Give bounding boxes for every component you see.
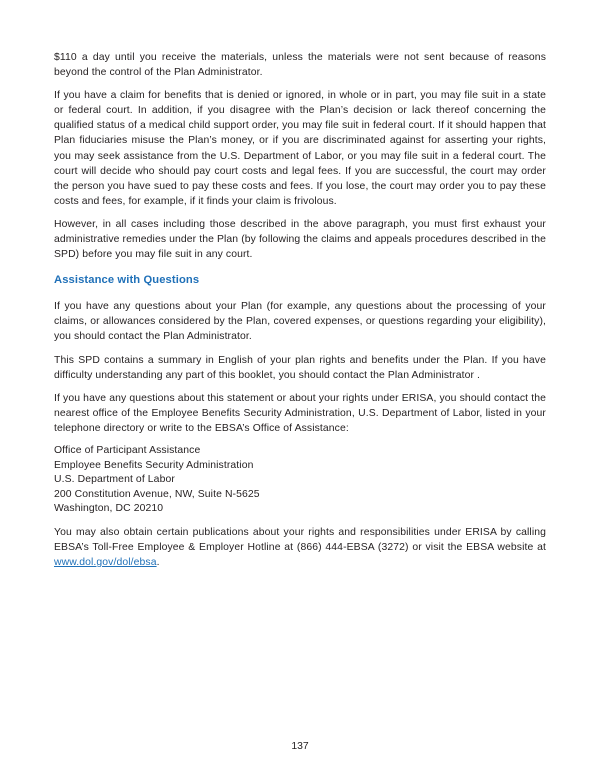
paragraph-exhaust-remedies: However, in all cases including those described in the above paragraph, you must first exhaust your administrative remedies under the Plan (by following the claims and appeals procedures described in the SPD) before you may file suit in any court. [54, 218, 546, 261]
address-line-department: U.S. Department of Labor [54, 474, 175, 486]
paragraph-ebsa-contact-intro: If you have any questions about this statement or about your rights under ERISA, you should contact the nearest office of the Employee Benefits Security Administration, U.S. Department of Labor, listed in your telephone directory or write to the EBSA’s Office of Assistance: [54, 392, 546, 434]
address-line-city-state-zip: Washington, DC 20210 [54, 503, 164, 515]
page-content [54, 50, 546, 570]
section-heading-assistance-with-questions: Assistance with Questions [54, 274, 200, 287]
paragraph-legal-action-rights: If you have a claim for benefits that is denied or ignored, in whole or in part, you may file suit in a state or federal court. In addition, if you disagree with the Plan’s decision or lack thereof concerning the qualified status of a medical child support order, you may file suit in federal court. If it should happen that Plan fiduciaries misuse the Plan’s money, or if you are discriminated against for asserting your rights, you may seek assistance from the U.S. Department of Labor, or you may file suit in a federal court. The court will decide who should pay court costs and legal fees. If you are successful, the court may order the person you have sued to pay these costs and fees. If you lose, the court may order you to pay these costs and fees, for example, if it finds your claim is frivolous. [54, 90, 546, 207]
paragraph-publications-text-after-link: . [156, 557, 160, 569]
address-line-street: 200 Constitution Avenue, NW, Suite N-5625 [54, 488, 260, 500]
page-number: 137 [291, 741, 309, 752]
ebsa-address-block [54, 444, 546, 517]
paragraph-publications-hotline [54, 525, 546, 570]
address-line-office: Office of Participant Assistance [54, 444, 201, 456]
paragraph-publications-text-before-link: You may also obtain certain publications about your rights and responsibilities under ERISA by calling EBSA’s Toll-Free Employee & Employer Hotline at (866) 444-EBSA (3272) or visit the EBSA website at [54, 526, 546, 554]
address-line-administration: Employee Benefits Security Administration [54, 459, 254, 471]
paragraph-penalty-amount: $110 a day until you receive the materials, unless the materials were not sent because of reasons beyond the control of the Plan Administrator. [54, 52, 546, 79]
paragraph-questions-about-plan: If you have any questions about your Plan (for example, any questions about the processing of your claims, or allowances considered by the Plan, covered expenses, or questions regarding your eligibility), you should contact the Plan Administrator. [54, 301, 546, 343]
ebsa-website-link[interactable]: www.dol.gov/dol/ebsa [54, 557, 157, 569]
paragraph-spd-english-summary: This SPD contains a summary in English of your plan rights and benefits under the Plan. If you have difficulty understanding any part of this booklet, you should contact the Plan Administrator . [54, 354, 546, 381]
